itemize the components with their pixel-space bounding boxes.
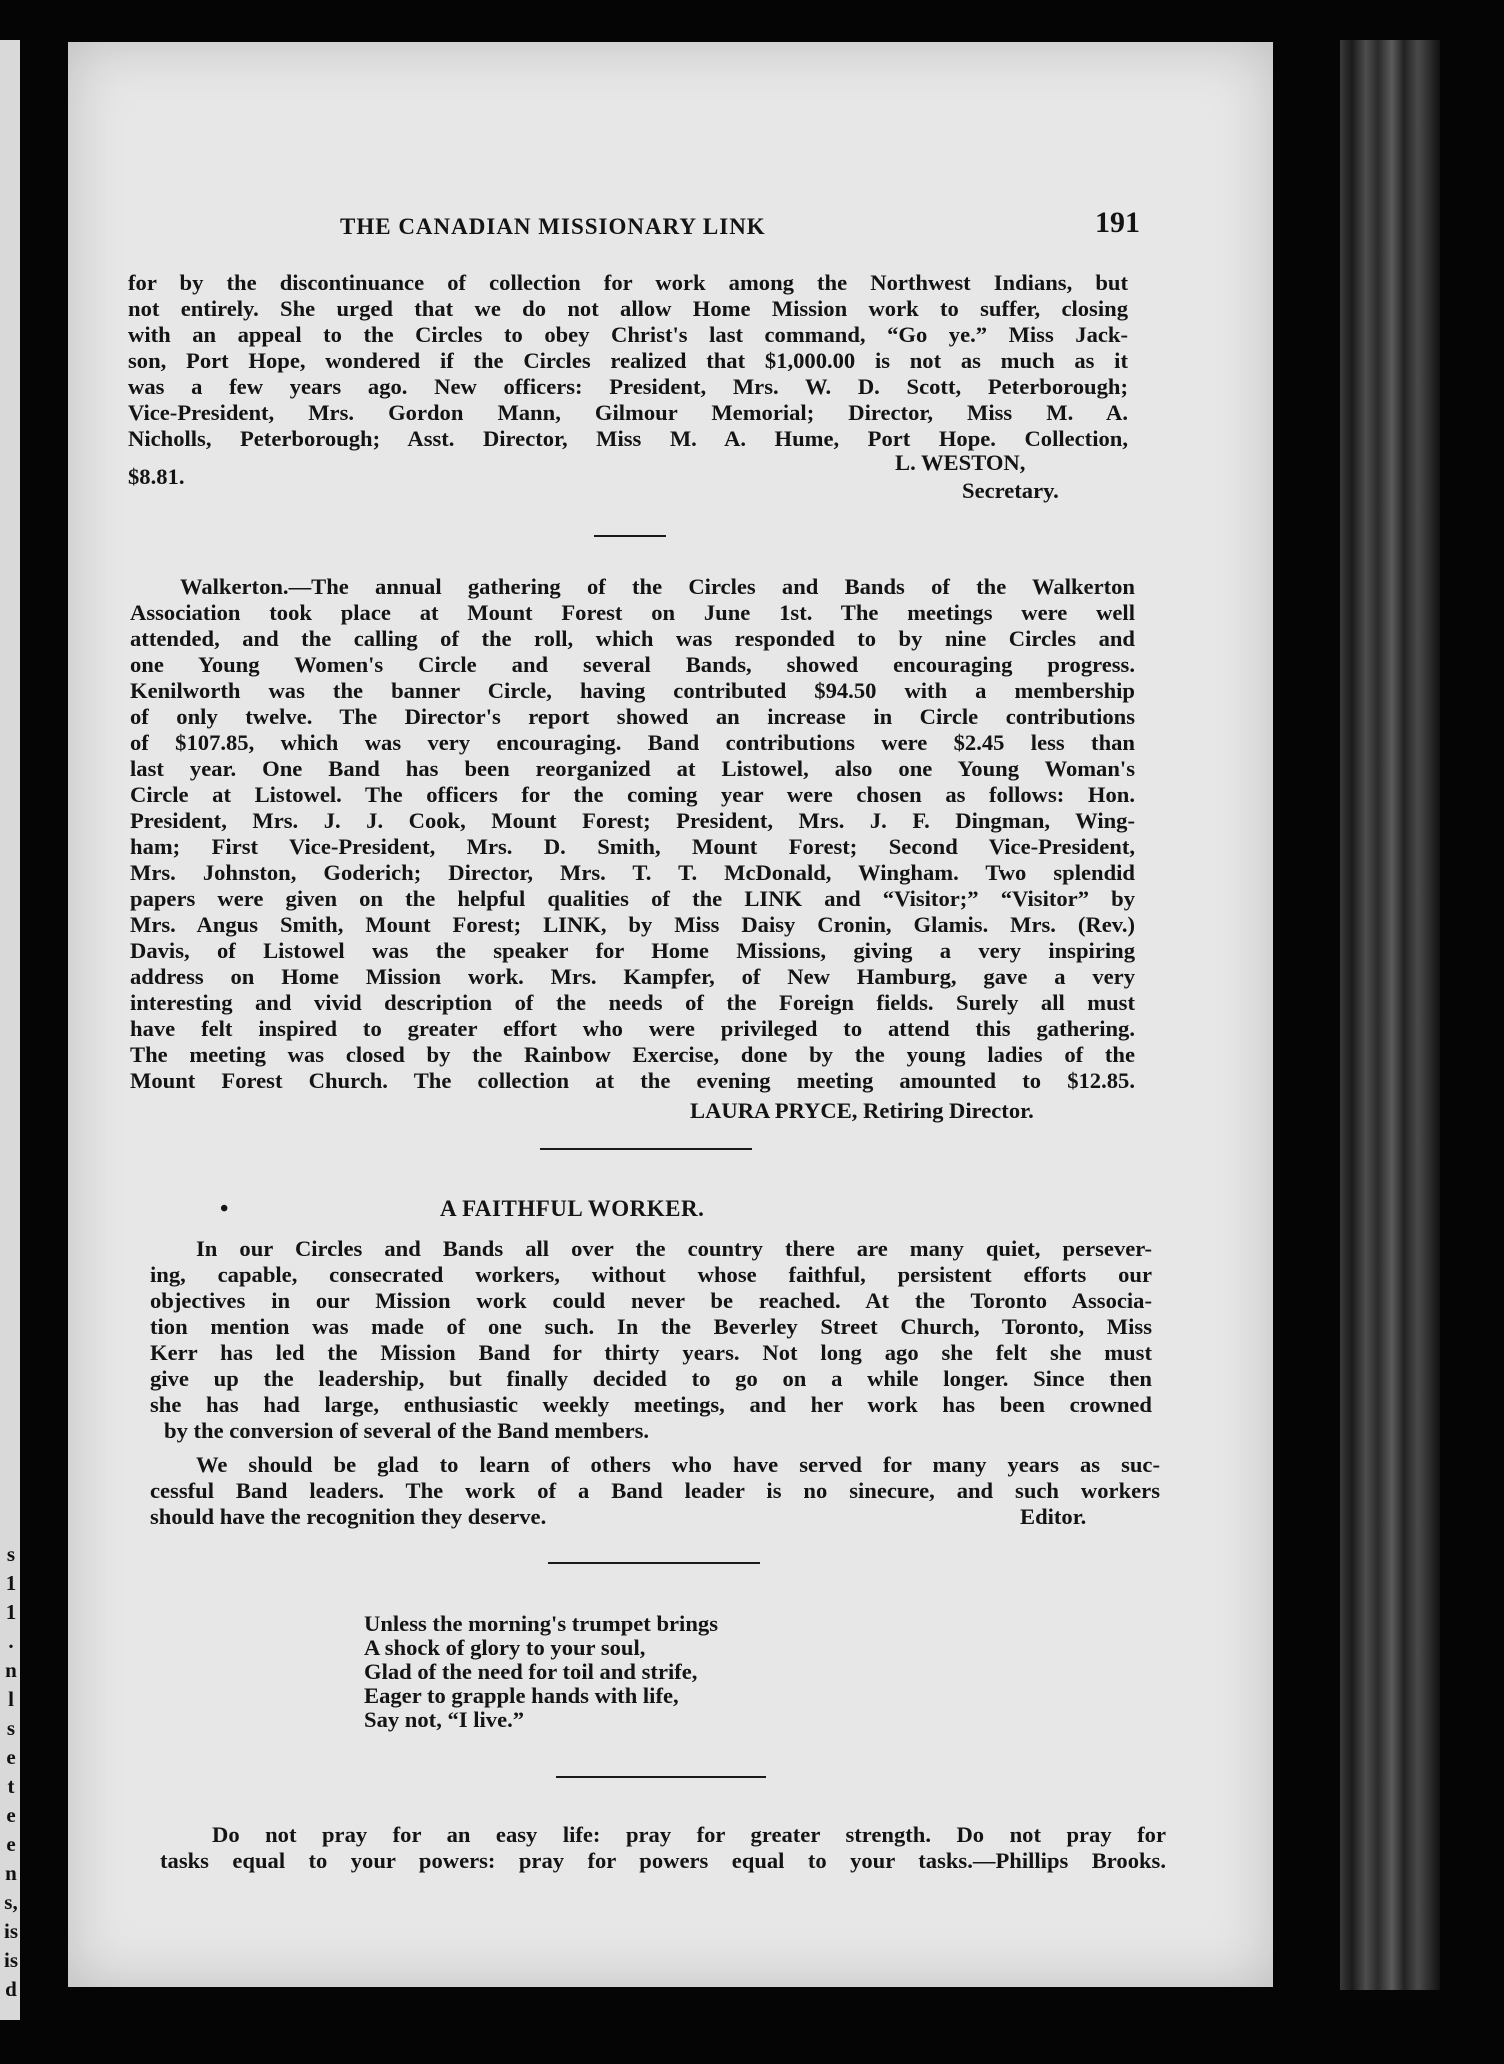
text-line: attended, and the calling of the roll, which was responded to by nine Circles and xyxy=(130,626,1135,651)
section-divider xyxy=(556,1776,766,1778)
text-line: not entirely. She urged that we do not allow Home Mission work to suffer, closing xyxy=(128,296,1128,321)
text-line: tion mention was made of one such. In the Beverley Street Church, Toronto, Miss xyxy=(150,1314,1152,1339)
adjacent-page-fragments xyxy=(2,1540,20,2004)
section-divider xyxy=(548,1562,760,1564)
margin-char: d xyxy=(5,1977,17,2001)
walkerton-signature: LAURA PRYCE, Retiring Director. xyxy=(690,1098,1034,1123)
book-spine xyxy=(1340,40,1440,1990)
text-line: Association took place at Mount Forest on June 1st. The meetings were well xyxy=(130,600,1135,625)
text-line: Mrs. Johnston, Goderich; Director, Mrs. T. T. McDonald, Wingham. Two splendid xyxy=(130,860,1135,885)
text-line: ham; First Vice-President, Mrs. D. Smith, Mount Forest; Second Vice-President, xyxy=(130,834,1135,859)
editor-signature: Editor. xyxy=(1020,1504,1087,1529)
text-line: with an appeal to the Circles to obey Christ's last command, “Go ye.” Miss Jack- xyxy=(128,322,1128,347)
margin-char: n xyxy=(5,1861,17,1885)
margin-char: 1 xyxy=(5,1600,17,1624)
walkerton-paragraph xyxy=(130,574,1135,1094)
text-line: have felt inspired to greater effort who were privileged to attend this gathering. xyxy=(130,1016,1135,1041)
text-line: last year. One Band has been reorganized at Listowel, also one Young Woman's xyxy=(130,756,1135,781)
text-line: tasks equal to your powers: pray for powers equal to your tasks.—Phillips Brooks. xyxy=(160,1848,1166,1873)
margin-char: s, xyxy=(4,1890,18,1914)
text-line: for by the discontinuance of collection for work among the Northwest Indians, but xyxy=(128,270,1128,295)
text-line: We should be glad to learn of others who have served for many years as suc- xyxy=(196,1452,1160,1477)
text-line: Mount Forest Church. The collection at the evening meeting amounted to $12.85. xyxy=(130,1068,1135,1093)
text-line: by the conversion of several of the Band members. xyxy=(164,1418,650,1443)
text-line: objectives in our Mission work could never be reached. At the Toronto Associa- xyxy=(150,1288,1152,1313)
text-line: Kenilworth was the banner Circle, having contributed $94.50 with a membership xyxy=(130,678,1135,703)
intro-paragraph xyxy=(128,270,1128,452)
margin-char: . xyxy=(8,1629,14,1653)
bullet-mark: • xyxy=(220,1196,229,1222)
running-title: THE CANADIAN MISSIONARY LINK xyxy=(340,214,766,239)
text-line: Mrs. Angus Smith, Mount Forest; LINK, by Miss Daisy Cronin, Glamis. Mrs. (Rev.) xyxy=(130,912,1135,937)
margin-char: e xyxy=(6,1803,16,1827)
faithful-paragraph-1 xyxy=(150,1236,1152,1444)
poem-line: A shock of glory to your soul, xyxy=(364,1635,646,1660)
section-divider xyxy=(594,535,666,537)
text-line: President, Mrs. J. J. Cook, Mount Forest; President, Mrs. J. F. Dingman, Wing- xyxy=(130,808,1135,833)
margin-char: is xyxy=(3,1948,18,1972)
margin-char: e xyxy=(6,1832,16,1856)
text-line: Nicholls, Peterborough; Asst. Director, Miss M. A. Hume, Port Hope. Collection, xyxy=(128,426,1128,451)
text-line: ing, capable, consecrated workers, without whose faithful, persistent efforts our xyxy=(150,1262,1152,1287)
collection-amount: $8.81. xyxy=(128,464,185,489)
section-divider xyxy=(540,1148,752,1150)
text-line: address on Home Mission work. Mrs. Kampfer, of New Hamburg, gave a very xyxy=(130,964,1135,989)
text-line: Circle at Listowel. The officers for the coming year were chosen as follows: Hon. xyxy=(130,782,1135,807)
poem-line: Eager to grapple hands with life, xyxy=(364,1683,679,1708)
margin-char: t xyxy=(7,1774,15,1798)
walkerton-heading: Walkerton. xyxy=(180,574,289,599)
margin-char: l xyxy=(8,1687,14,1711)
signer-title: Secretary. xyxy=(962,478,1059,503)
poem xyxy=(364,1612,718,1732)
text-line: papers were given on the helpful qualities of the LINK and “Visitor;” “Visitor” by xyxy=(130,886,1135,911)
text-line xyxy=(130,574,1135,600)
margin-char: n xyxy=(5,1658,17,1682)
adjacent-page-edge xyxy=(0,40,20,2020)
margin-char: e xyxy=(6,1745,16,1769)
text-line: Kerr has led the Mission Band for thirty years. Not long ago she felt she must xyxy=(150,1340,1152,1365)
page-header xyxy=(280,206,1140,246)
closing-quote xyxy=(160,1822,1166,1874)
text-line: son, Port Hope, wondered if the Circles realized that $1,000.00 is not as much as it xyxy=(128,348,1128,373)
text-line: interesting and vivid description of the needs of the Foreign fields. Surely all must xyxy=(130,990,1135,1015)
text-line: should have the recognition they deserve. xyxy=(150,1504,547,1529)
text-line: give up the leadership, but finally decided to go on a while longer. Since then xyxy=(150,1366,1152,1391)
poem-line: Unless the morning's trumpet brings xyxy=(364,1611,718,1636)
margin-char: s xyxy=(6,1716,16,1740)
text-line: of $107.85, which was very encouraging. Band contributions were $2.45 less than xyxy=(130,730,1135,755)
text-line: one Young Women's Circle and several Bands, showed encouraging progress. xyxy=(130,652,1135,677)
poem-line: Say not, “I live.” xyxy=(364,1707,525,1732)
text-line: Davis, of Listowel was the speaker for Home Missions, giving a very inspiring xyxy=(130,938,1135,963)
margin-char: 1 xyxy=(5,1571,17,1595)
text-line: was a few years ago. New officers: President, Mrs. W. D. Scott, Peterborough; xyxy=(128,374,1128,399)
text-line: In our Circles and Bands all over the country there are many quiet, persever- xyxy=(196,1236,1152,1261)
margin-char: is xyxy=(3,1919,18,1943)
text-line: of only twelve. The Director's report showed an increase in Circle contributions xyxy=(130,704,1135,729)
faithful-paragraph-2 xyxy=(150,1452,1160,1530)
text-line: cessful Band leaders. The work of a Band leader is no sinecure, and such workers xyxy=(150,1478,1160,1503)
text-line: she has had large, enthusiastic weekly meetings, and her work has been crowned xyxy=(150,1392,1152,1417)
signer-name: L. WESTON, xyxy=(895,450,1026,475)
text-line: The meeting was closed by the Rainbow Exercise, done by the young ladies of the xyxy=(130,1042,1135,1067)
section-title: A FAITHFUL WORKER. xyxy=(440,1196,705,1221)
poem-line: Glad of the need for toil and strife, xyxy=(364,1659,698,1684)
text-line: Vice-President, Mrs. Gordon Mann, Gilmour Memorial; Director, Miss M. A. xyxy=(128,400,1128,425)
margin-char: s xyxy=(6,1542,16,1566)
text-run: —The annual gathering of the Circles and Bands of the Walkerton xyxy=(288,574,1135,599)
page-number: 191 xyxy=(1095,206,1140,239)
text-line: Do not pray for an easy life: pray for greater strength. Do not pray for xyxy=(212,1822,1166,1847)
